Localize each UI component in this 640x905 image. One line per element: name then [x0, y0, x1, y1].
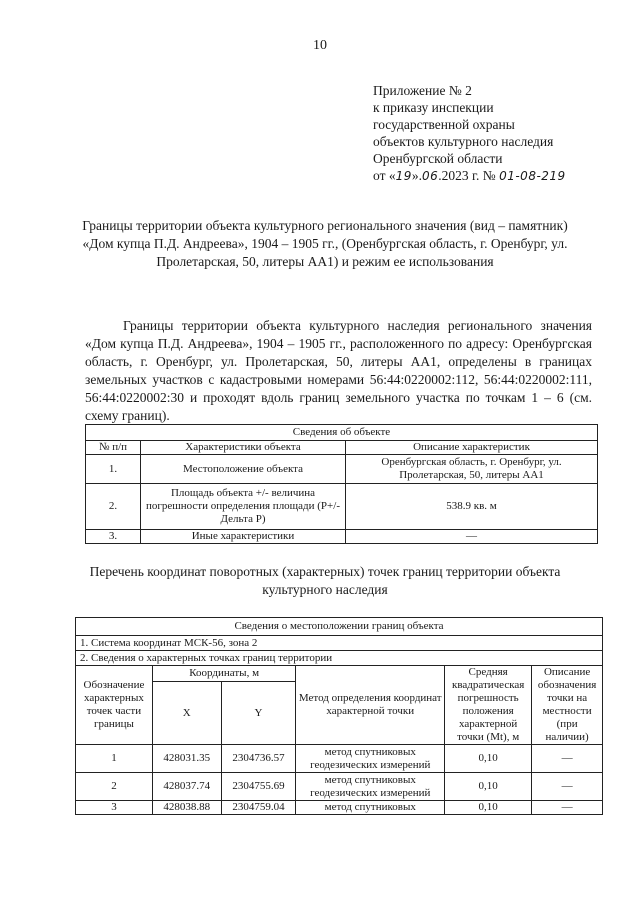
- header-coordinates: Координаты, м: [152, 666, 296, 682]
- boundary-points-section: 2. Сведения о характерных точках границ территории: [76, 651, 603, 666]
- coord-x: 428038.88: [152, 801, 221, 815]
- date-mid: ».: [411, 168, 423, 183]
- method: метод спутниковых геодезических измерений: [296, 773, 445, 801]
- coord-x: 428031.35: [152, 745, 221, 773]
- annex-line: объектов культурного наследия: [373, 134, 554, 149]
- body-paragraph: Границы территории объекта культурного наследия регионального значения «Дом купца П.Д. Андреева», 1904 – 1905 гг., расположенного по адресу: Оренбургская область, г. Оренбург, ул. Пролетарская, 50, литеры АА1, определены в границах земельных участков с кадастровыми номерами 56:44:0220002:112, 56:44:0220002:111, 56:44:0220002:30 и проходят вдоль границ земельного участка по точкам 1 – 6 (см. схему границ).: [85, 318, 592, 423]
- header-point: Обозначение характерных точек части границы: [76, 666, 153, 745]
- method: метод спутниковых геодезических измерений: [296, 745, 445, 773]
- header-error: Средняя квадратическая погрешность положения характерной точки (Mt), м: [445, 666, 532, 745]
- point-description: —: [532, 745, 603, 773]
- coord-x: 428037.74: [152, 773, 221, 801]
- header-x: X: [152, 682, 221, 745]
- point-description: —: [532, 773, 603, 801]
- object-info-table: [85, 424, 598, 544]
- page-number: 10: [313, 38, 327, 53]
- row-characteristic: Иные характеристики: [141, 530, 346, 544]
- annex-title: Приложение № 2: [373, 83, 472, 98]
- header-description: Описание характеристик: [346, 441, 598, 455]
- date-prefix: от «: [373, 168, 396, 183]
- coord-y: 2304736.57: [221, 745, 296, 773]
- table-row: [76, 801, 603, 815]
- point-id: 2: [76, 773, 153, 801]
- table-row: [86, 484, 598, 530]
- coord-y: 2304759.04: [221, 801, 296, 815]
- point-id: 3: [76, 801, 153, 815]
- row-number: 1.: [86, 455, 141, 484]
- coordinate-system: 1. Система координат МСК-56, зона 2: [76, 636, 603, 651]
- date-day: 19: [395, 169, 412, 183]
- document-title: Границы территории объекта культурного регионального значения (вид – памятник) «Дом купца П.Д. Андреева», 1904 – 1905 гг., (Оренбургская область, г. Оренбург, ул. Пролетарская, 50, литеры АА1) и режим ее использования: [82, 218, 568, 269]
- error-mt: 0,10: [445, 745, 532, 773]
- annex-line: государственной охраны: [373, 117, 515, 132]
- row-description: 538.9 кв. м: [346, 484, 598, 530]
- row-description: Оренбургская область, г. Оренбург, ул. Пролетарская, 50, литеры АА1: [346, 455, 598, 484]
- date-year: .2023 г. №: [438, 168, 496, 183]
- annex-date-line: [373, 167, 566, 185]
- table-row: [76, 773, 603, 801]
- object-table-caption: Сведения об объекте: [86, 425, 598, 441]
- point-description: —: [532, 801, 603, 815]
- header-point-description: Описание обозначения точки на местности (при наличии): [532, 666, 603, 745]
- row-number: 3.: [86, 530, 141, 544]
- error-mt: 0,10: [445, 773, 532, 801]
- method: метод спутниковых: [296, 801, 445, 815]
- coords-table-caption: Сведения о местоположении границ объекта: [76, 618, 603, 636]
- table-row: [76, 745, 603, 773]
- header-characteristic: Характеристики объекта: [141, 441, 346, 455]
- coord-y: 2304755.69: [221, 773, 296, 801]
- header-number: № п/п: [86, 441, 141, 455]
- table-row: [86, 530, 598, 544]
- header-method: Метод определения координат характерной точки: [296, 666, 445, 745]
- date-month: 06: [422, 169, 439, 183]
- error-mt: 0,10: [445, 801, 532, 815]
- header-y: Y: [221, 682, 296, 745]
- annex-line: к приказу инспекции: [373, 100, 494, 115]
- row-characteristic: Местоположение объекта: [141, 455, 346, 484]
- row-characteristic: Площадь объекта +/- величина погрешности определения площади (Р+/- Дельта Р): [141, 484, 346, 530]
- annex-header: [373, 82, 566, 185]
- coordinates-title: Перечень координат поворотных (характерных) точек границ территории объекта культурного наследия: [89, 564, 561, 597]
- row-number: 2.: [86, 484, 141, 530]
- row-description: —: [346, 530, 598, 544]
- annex-line: Оренбургской области: [373, 151, 503, 166]
- coordinates-table: [75, 617, 603, 815]
- point-id: 1: [76, 745, 153, 773]
- table-row: [86, 455, 598, 484]
- order-number: 01-08-219: [499, 169, 566, 183]
